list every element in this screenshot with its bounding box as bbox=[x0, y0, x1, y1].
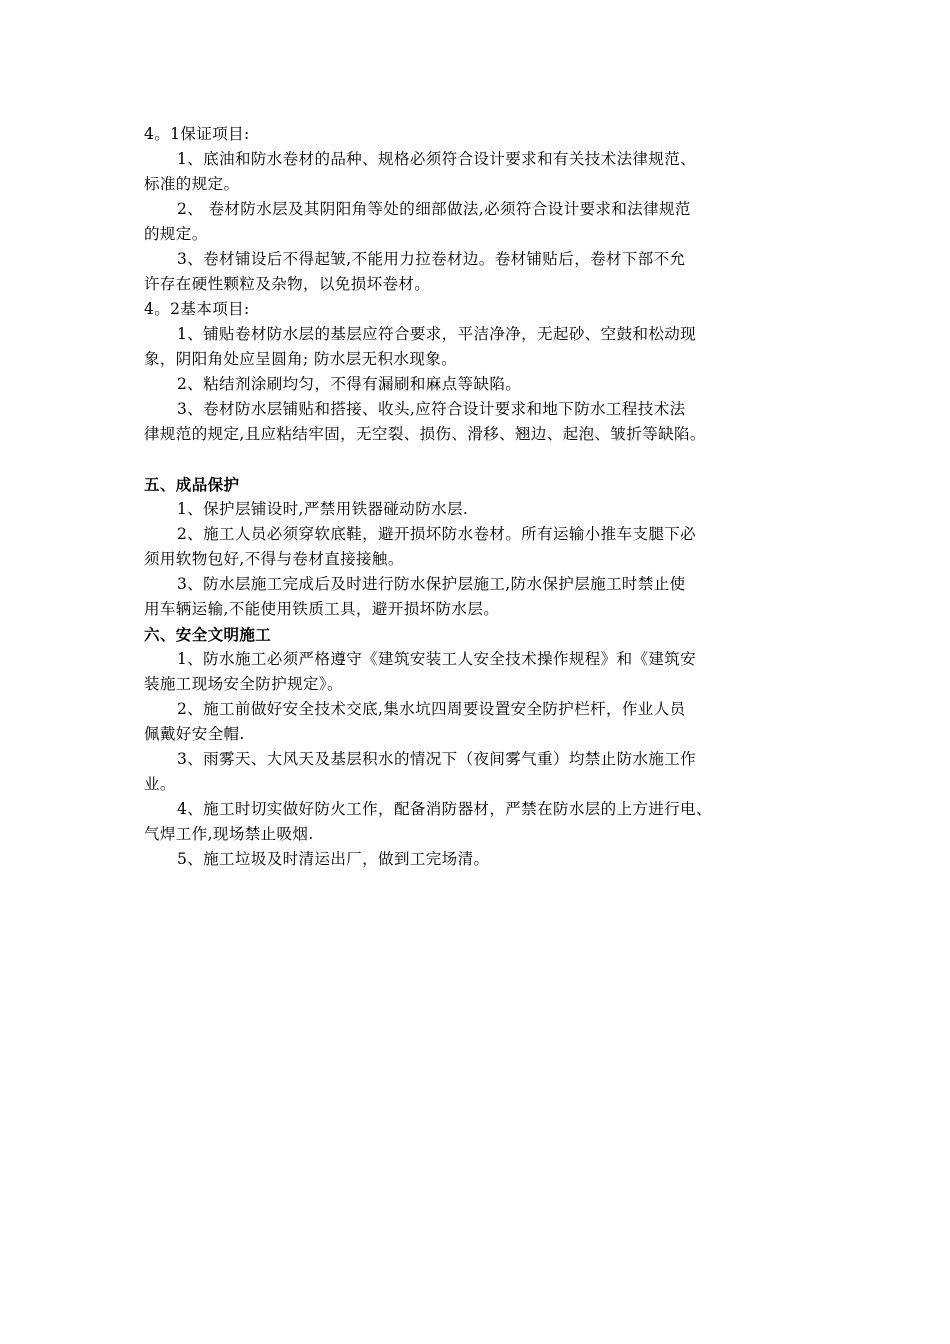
section-spacer bbox=[144, 447, 834, 472]
paragraph-line: 佩戴好安全帽. bbox=[144, 725, 245, 743]
paragraph-line: 业。 bbox=[144, 775, 176, 793]
paragraph-line: 装施工现场安全防护规定》。 bbox=[144, 675, 343, 693]
section-heading-5: 五、成品保护 bbox=[144, 475, 240, 494]
paragraph-line: 许存在硬性颗粒及杂物，以免损坏卷材。 bbox=[144, 275, 431, 293]
paragraph-line: 5、施工垃圾及时清运出厂，做到工完场清。 bbox=[177, 850, 490, 868]
document-body bbox=[144, 122, 834, 872]
subsection-title-4-1: 4。1保证项目: bbox=[144, 125, 250, 143]
paragraph-line: 标准的规定。 bbox=[144, 175, 240, 193]
paragraph-line: 2、粘结剂涂刷均匀，不得有漏刷和麻点等缺陷。 bbox=[177, 375, 522, 393]
paragraph-line: 1、防水施工必须严格遵守《建筑安装工人安全技术操作规程》和《建筑安 bbox=[177, 650, 697, 668]
paragraph-line: 3、卷材铺设后不得起皱,不能用力拉卷材边。卷材铺贴后，卷材下部不允 bbox=[177, 250, 686, 268]
paragraph-line: 的规定。 bbox=[144, 225, 208, 243]
paragraph-line: 律规范的规定,且应粘结牢固，无空裂、损伤、滑移、翘边、起泡、皱折等缺陷。 bbox=[144, 425, 706, 443]
paragraph-line: 用车辆运输,不能使用铁质工具，避开损坏防水层。 bbox=[144, 600, 500, 618]
paragraph-line: 3、卷材防水层铺贴和搭接、收头,应符合设计要求和地下防水工程技术法 bbox=[177, 400, 686, 418]
paragraph-line: 2、 卷材防水层及其阴阳角等处的细部做法,必须符合设计要求和法律规范 bbox=[177, 200, 691, 218]
paragraph-line: 1、底油和防水卷材的品种、规格必须符合设计要求和有关技术法律规范、 bbox=[177, 150, 697, 168]
paragraph-line: 4、施工时切实做好防火工作，配备消防器材，严禁在防水层的上方进行电、 bbox=[177, 800, 712, 818]
paragraph-line: 2、施工前做好安全技术交底,集水坑四周要设置安全防护栏杆，作业人员 bbox=[177, 700, 686, 718]
paragraph-line: 1、铺贴卷材防水层的基层应符合要求，平洁净净，无起砂、空鼓和松动现 bbox=[177, 325, 697, 343]
paragraph-line: 须用软物包好,不得与卷材直接接触。 bbox=[144, 550, 404, 568]
paragraph-line: 象，阴阳角处应呈圆角; 防水层无积水现象。 bbox=[144, 350, 458, 368]
paragraph-line: 1、保护层铺设时,严禁用铁器碰动防水层. bbox=[177, 500, 469, 518]
paragraph-line: 气焊工作,现场禁止吸烟. bbox=[144, 825, 314, 843]
section-heading-6: 六、安全文明施工 bbox=[144, 625, 272, 644]
subsection-title-4-2: 4。2基本项目: bbox=[144, 300, 250, 318]
paragraph-line: 3、雨雾天、大风天及基层积水的情况下（夜间雾气重）均禁止防水施工作 bbox=[177, 750, 697, 768]
paragraph-line: 3、防水层施工完成后及时进行防水保护层施工,防水保护层施工时禁止使 bbox=[177, 575, 686, 593]
paragraph-line: 2、施工人员必须穿软底鞋，避开损坏防水卷材。所有运输小推车支腿下必 bbox=[177, 525, 697, 543]
